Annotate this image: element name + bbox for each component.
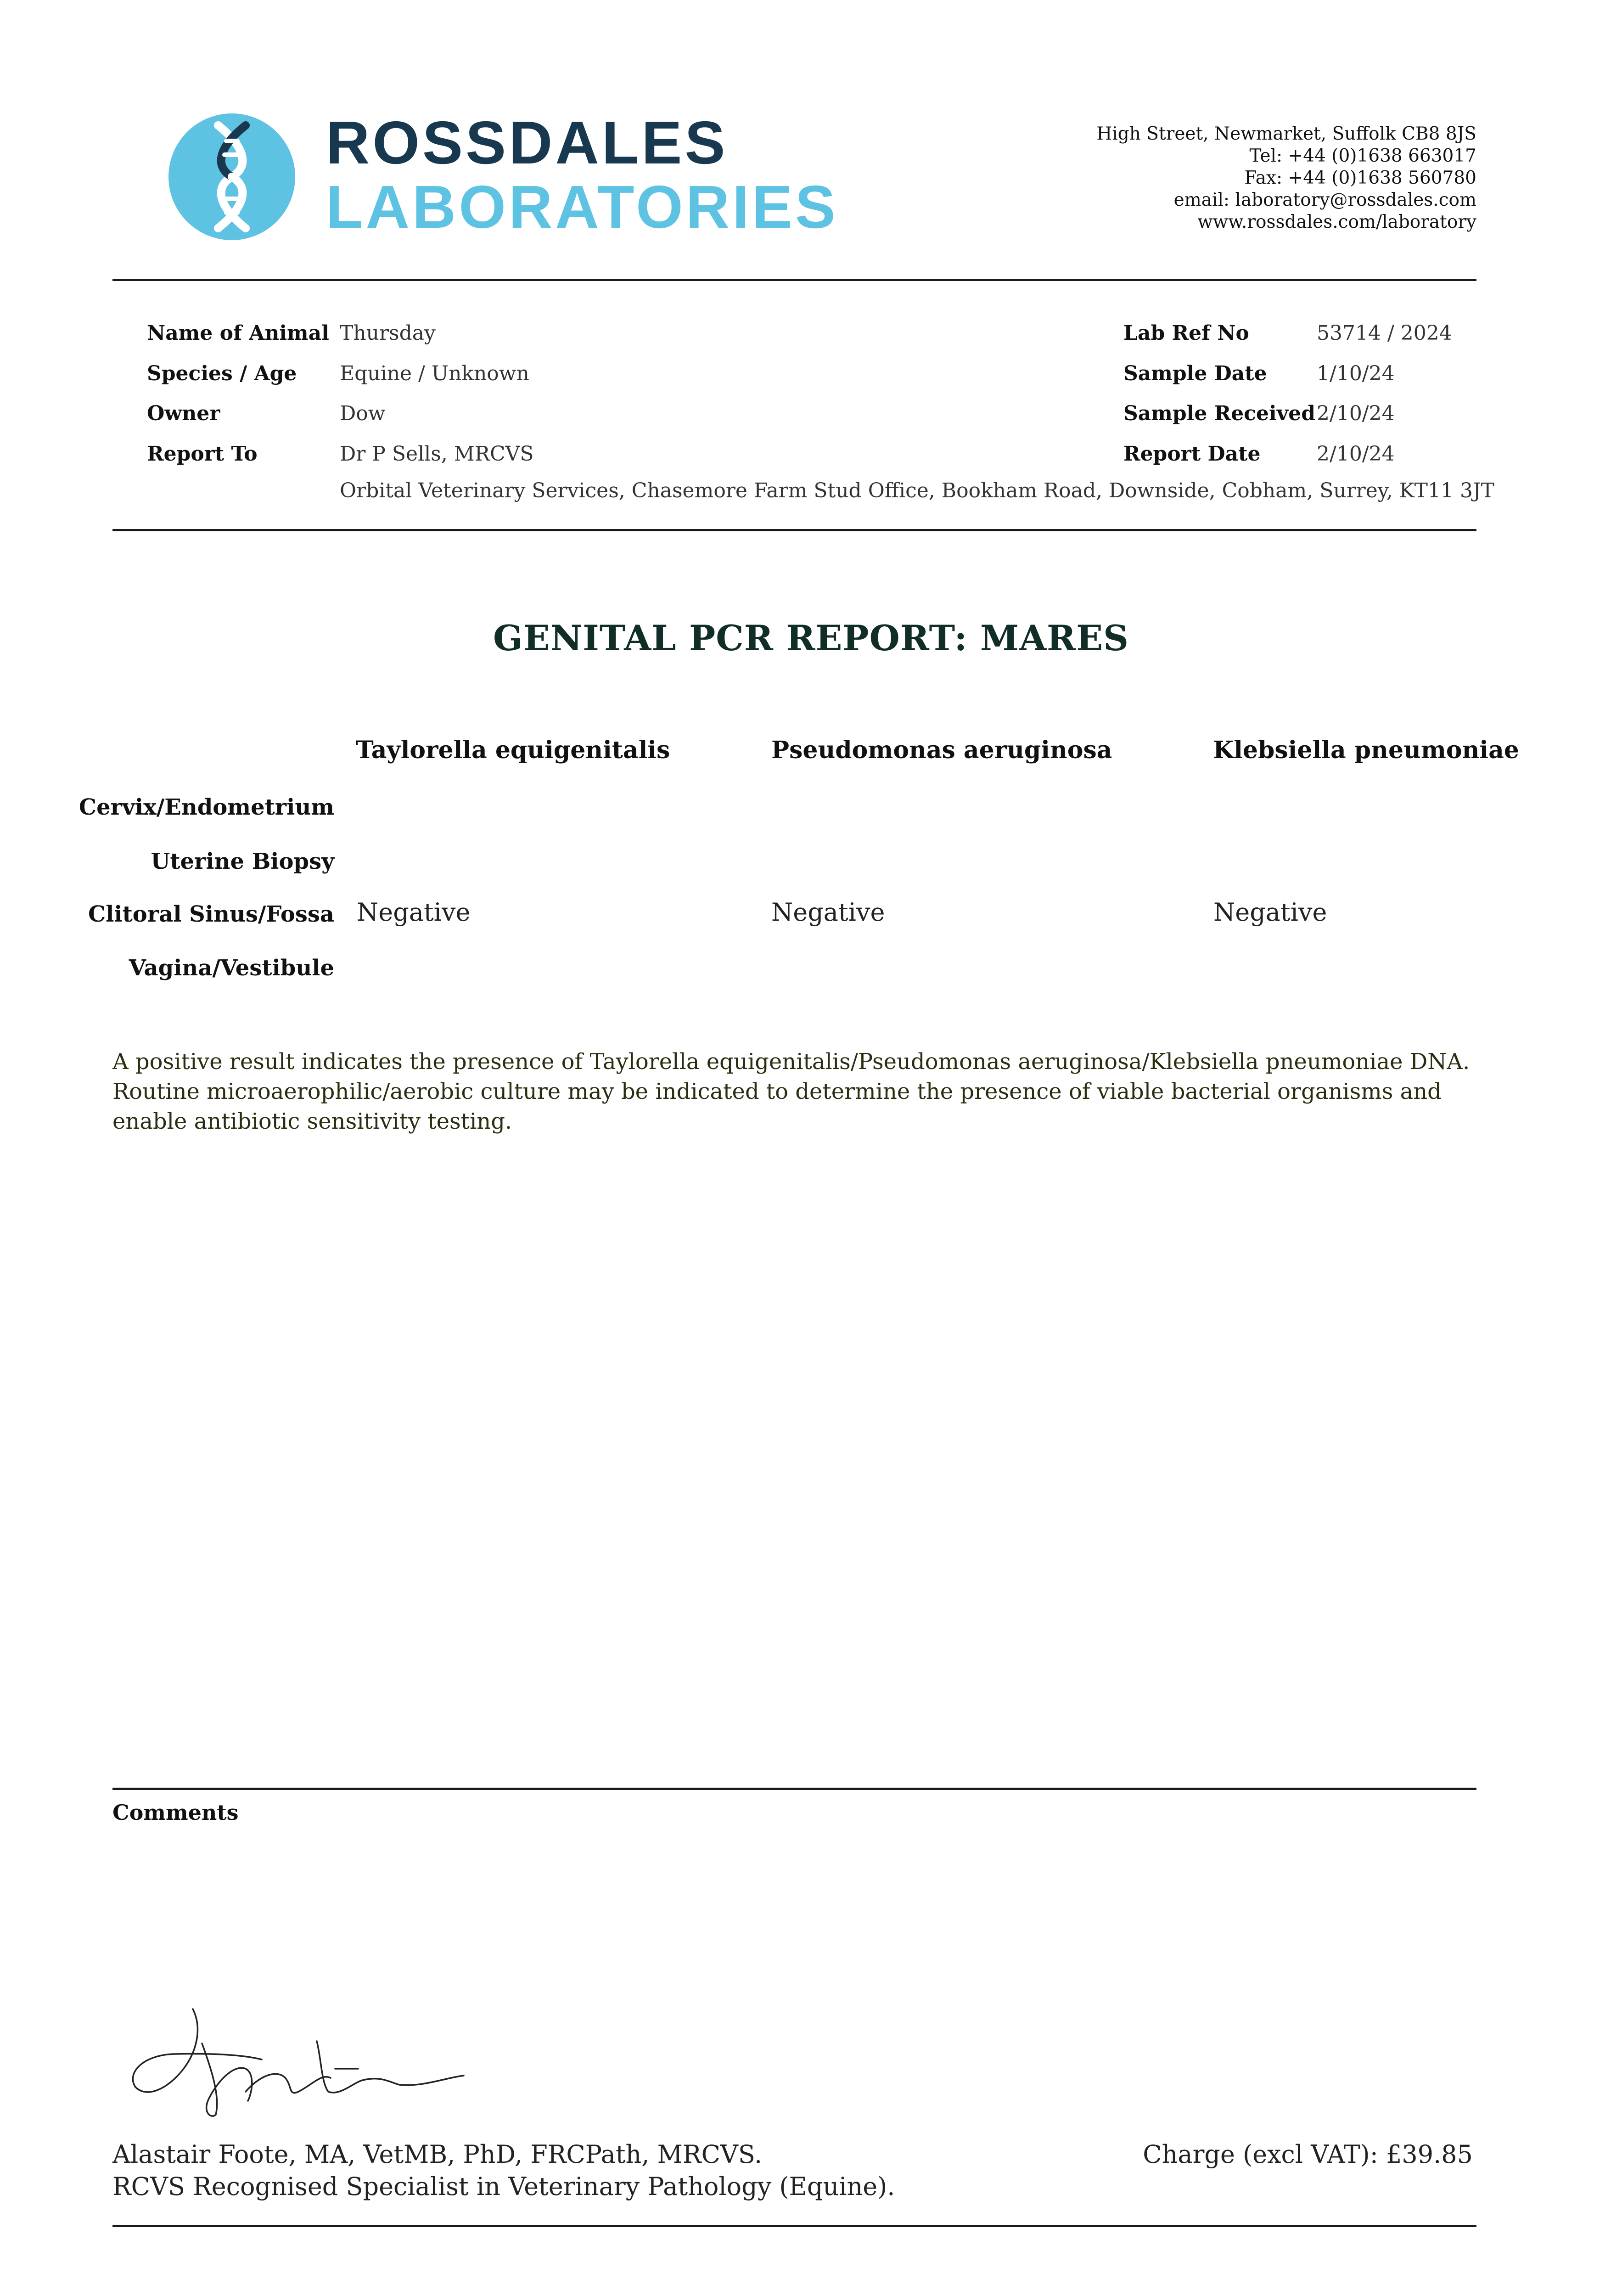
sample-received-label: Sample Received <box>1123 402 1316 425</box>
info-divider <box>112 529 1476 531</box>
contact-email: email: laboratory@rossdales.com <box>1173 190 1476 210</box>
contact-website: www.rossdales.com/laboratory <box>1197 212 1476 232</box>
sample-date-label: Sample Date <box>1123 362 1267 385</box>
result-clitoral-pseudomonas: Negative <box>771 898 885 927</box>
owner-label: Owner <box>147 402 220 425</box>
report-date-label: Report Date <box>1123 442 1261 466</box>
species-age-label: Species / Age <box>147 362 297 385</box>
column-header-taylorella: Taylorella equigenitalis <box>356 736 670 764</box>
contact-block <box>1096 123 1476 233</box>
row-header-vagina-vestibule: Vagina/Vestibule <box>129 955 334 981</box>
interpretation-note: A positive result indicates the presence of Taylorella equigenitalis/Pseudomonas aeruginosa/Klebsiella pneumoniae DNA. Routine microaerophilic/aerobic culture may be indicated to determine the presence of viable bacterial organisms and enable antibiotic sensitivity testing. <box>112 1049 1470 1134</box>
footer-divider <box>112 2225 1476 2227</box>
comments-divider <box>112 1788 1476 1790</box>
lab-ref-label: Lab Ref No <box>1123 321 1249 345</box>
result-clitoral-klebsiella: Negative <box>1213 898 1327 927</box>
row-header-uterine-biopsy: Uterine Biopsy <box>151 849 334 874</box>
lab-ref-value: 53714 / 2024 <box>1317 321 1452 345</box>
contact-fax: Fax: +44 (0)1638 560780 <box>1244 168 1476 188</box>
sample-date-value: 1/10/24 <box>1317 362 1395 385</box>
signatory-name: Alastair Foote, MA, VetMB, PhD, FRCPath, MRCVS. <box>112 2140 763 2169</box>
sample-received-value: 2/10/24 <box>1317 402 1395 425</box>
species-age-value: Equine / Unknown <box>340 362 529 385</box>
name-of-animal-value: Thursday <box>340 321 436 345</box>
report-title: GENITAL PCR REPORT: MARES <box>493 618 1129 658</box>
report-to-address: Orbital Veterinary Services, Chasemore Farm Stud Office, Bookham Road, Downside, Cobham, Surrey, KT11 3JT <box>340 479 1494 502</box>
row-header-cervix-endometrium: Cervix/Endometrium <box>79 794 334 820</box>
header-divider <box>112 279 1476 281</box>
column-header-klebsiella: Klebsiella pneumoniae <box>1213 736 1519 764</box>
dna-helix-icon <box>168 113 296 241</box>
brand-name-line1: ROSSDALES <box>326 109 728 176</box>
signature <box>124 2000 473 2124</box>
signatory-title: RCVS Recognised Specialist in Veterinary Pathology (Equine). <box>112 2172 895 2201</box>
report-date-value: 2/10/24 <box>1317 442 1395 466</box>
name-of-animal-label: Name of Animal <box>147 321 329 345</box>
contact-tel: Tel: +44 (0)1638 663017 <box>1249 146 1476 166</box>
comments-label: Comments <box>112 1800 239 1825</box>
owner-value: Dow <box>340 402 386 425</box>
report-to-value: Dr P Sells, MRCVS <box>340 442 534 466</box>
result-clitoral-taylorella: Negative <box>357 898 471 927</box>
brand-name-line2: LABORATORIES <box>326 173 838 241</box>
row-header-clitoral-sinus-fossa: Clitoral Sinus/Fossa <box>88 901 334 927</box>
report-to-label: Report To <box>147 442 258 466</box>
column-header-pseudomonas: Pseudomonas aeruginosa <box>771 736 1112 764</box>
contact-address: High Street, Newmarket, Suffolk CB8 8JS <box>1096 124 1476 144</box>
charge-amount: Charge (excl VAT): £39.85 <box>1143 2140 1473 2169</box>
